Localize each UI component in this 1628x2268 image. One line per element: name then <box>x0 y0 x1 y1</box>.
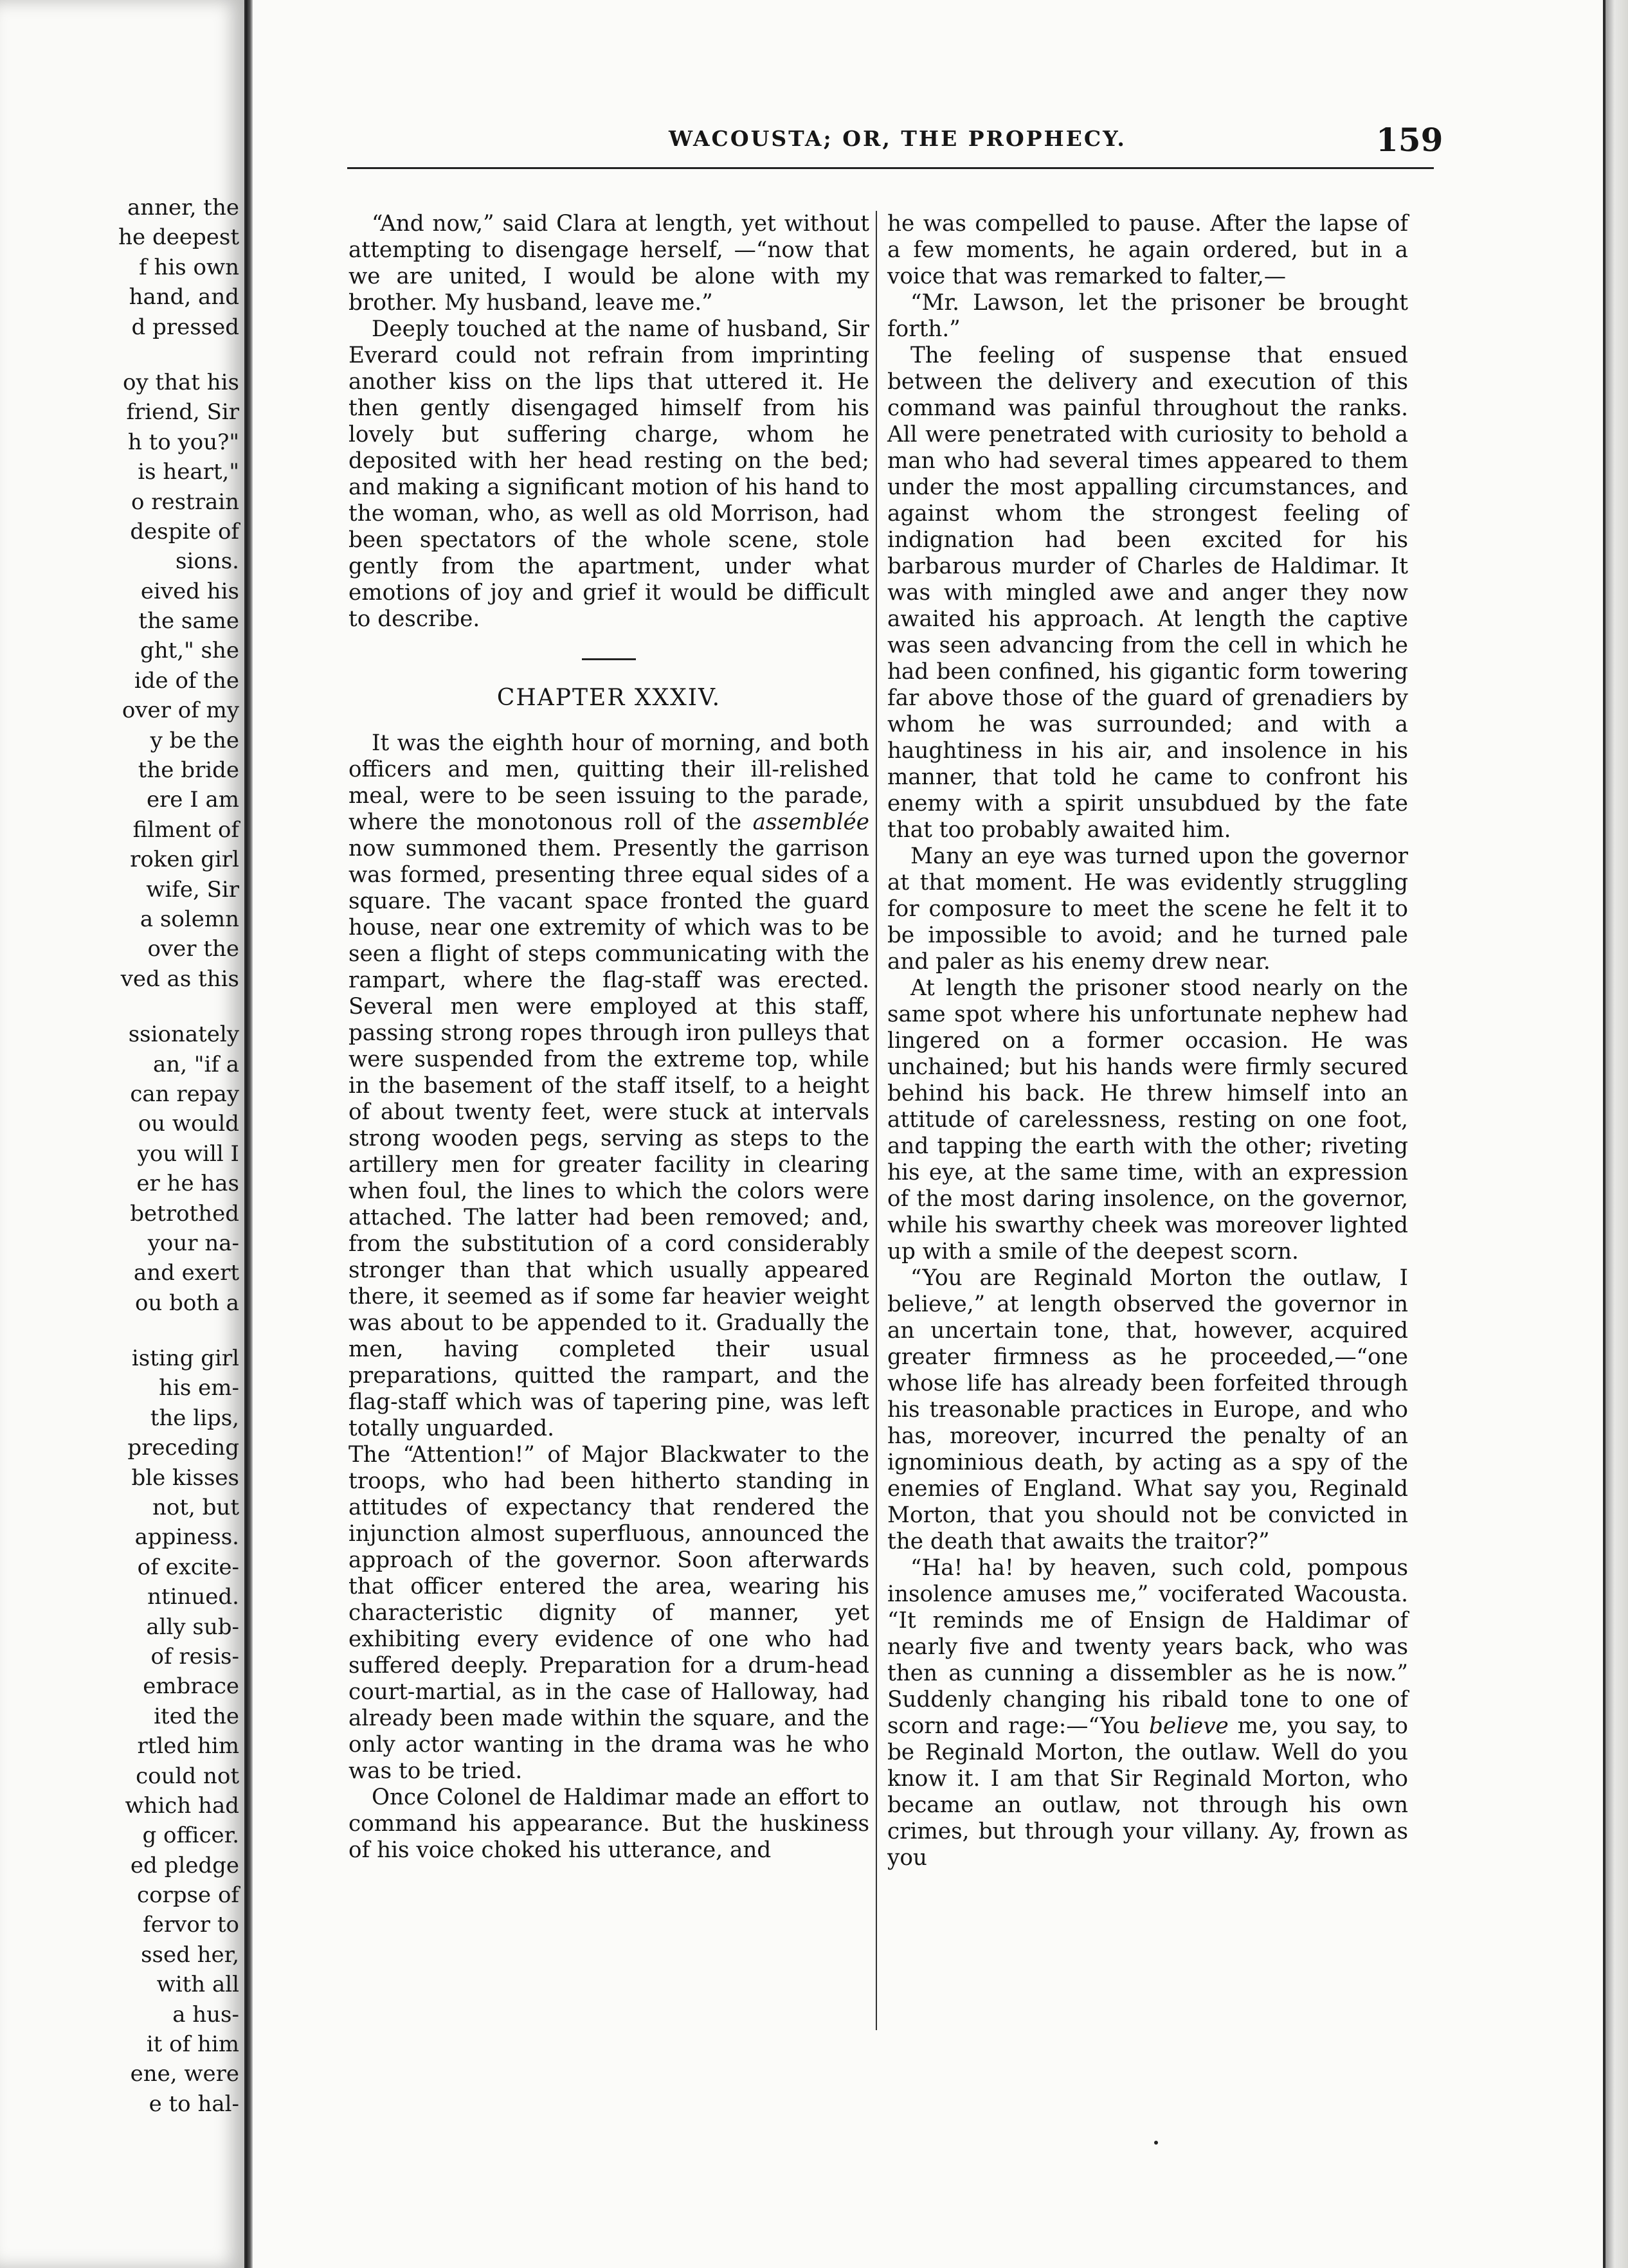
fragment-line: embrace <box>143 1673 239 1700</box>
fragment-line: ssionately <box>128 1022 239 1048</box>
paragraph: At length the prisoner stood nearly on the same spot where his unfortunate nephew had lingered on a former occasion. He was unchained; but his hands were firmly secured behind his back. He threw himself into an attitude of carelessness, resting on one foot, and tapping the earth with the other; riveting his eye, at the same time, with an expression of the most daring insolence, on the governor, while his swarthy cheek was moreover lighted up with a smile of the deepest scorn. <box>887 975 1408 1264</box>
fragment-line: h to you?" <box>127 429 239 455</box>
fragment-line: despite of <box>130 518 239 544</box>
fragment-line: preceding <box>127 1435 239 1461</box>
fragment-line: can repay <box>130 1081 239 1107</box>
paragraph: “And now,” said Clara at length, yet without attempting to disengage herself, —“now that we are united, I would be alone with my brother. My husband, leave me.” <box>348 211 869 316</box>
fragment-line: corpse of <box>137 1882 239 1909</box>
fragment-line: could not <box>136 1763 239 1789</box>
fragment-gap <box>0 342 239 368</box>
fragment-line: roken girl <box>130 847 239 873</box>
chapter-heading: CHAPTER XXXIV. <box>496 685 721 711</box>
fragment-line: ed pledge <box>130 1852 239 1878</box>
fragment-line: with all <box>156 1972 239 1998</box>
paragraph: he was compelled to pause. After the lapse of a few moments, he again ordered, but in a voice that was remarked to falter,— <box>887 211 1408 289</box>
fragment-line: anner, the <box>127 195 239 221</box>
paragraph: It was the eighth hour of morning, and both officers and men, quitting their ill-relished meal, were to be seen issuing to the parade, where the monotonous roll of the assemblée now summoned them. Presently the garrison was formed, presenting three equal sides of a square. The vacant space fronted the guard house, near one extremity of which was to be seen a flight of steps communicating with the rampart, where the flag-staff was erected. Several men were employed at this staff, passing strong ropes through iron pulleys that were suspended from the extreme top, while in the basement of the staff itself, to a height of about twenty feet, were stuck at intervals strong wooden pegs, serving as steps to the artillery men for greater facility in clearing when foul, the lines to which the colors were attached. The latter had been removed; and, from the substitution of a cord considerably stronger than that which usually appeared there, it seemed as if some far heavier weight was about to be appended to it. Gradually the men, having completed their usual preparations, quitted the rampart, and the flag-staff which was of tapering pine, was left totally unguarded. <box>348 730 869 1441</box>
page-speck <box>1154 2141 1158 2145</box>
fragment-line: a hus- <box>172 2001 239 2028</box>
paragraph: “You are Reginald Morton the outlaw, I believe,” at length observed the governor in an uncertain tone, that, however, acquired greater firmness as he proceeded,—“one whose life has already been forfeited through his treasonable practices in Europe, and who has, moreover, incurred the penalty of an ignominious death, by acting as a spy of the enemies of England. What say you, Reginald Morton, that you should not be convicted in the death that awaits the traitor?” <box>887 1265 1408 1554</box>
italic-word: assemblée <box>752 809 869 835</box>
fragment-line: betrothed <box>130 1200 239 1227</box>
column-divider <box>876 211 877 2030</box>
fragment-line: the same <box>138 608 239 634</box>
fragment-line: fervor to <box>143 1912 239 1938</box>
fragment-line: he deepest <box>118 224 239 251</box>
fragment-line: filment of <box>132 816 239 843</box>
fragment-line: of resis- <box>150 1643 239 1670</box>
paragraph: Deeply touched at the name of husband, Sir Everard could not refrain from imprinting another kiss on the lips that uttered it. He then gently disengaged himself from his lovely but suffering charge, whom he deposited with her head resting on the bed; and making a significant motion of his hand to the woman, who, as well as old Morrison, had been spectators of the whole scene, stole gently from the apartment, under what emotions of joy and grief it would be difficult to describe. <box>348 316 869 632</box>
fragment-line: hand, and <box>129 284 239 310</box>
fragment-line: and exert <box>133 1260 239 1286</box>
fragment-line: it of him <box>146 2031 239 2058</box>
fragment-line: over the <box>147 936 239 962</box>
paragraph: Many an eye was turned upon the governor at that moment. He was evidently struggling for composure to meet the scene he felt it to be impossible to avoid; and he turned pale and paler as his enemy drew near. <box>887 843 1408 975</box>
fragment-line: appiness. <box>134 1524 239 1551</box>
fragment-line: o restrain <box>131 489 239 515</box>
header-rule <box>347 167 1434 169</box>
fragment-line: ide of the <box>134 667 239 694</box>
fragment-line: wife, Sir <box>146 876 239 903</box>
fragment-line: not, but <box>152 1495 239 1521</box>
paragraph: The “Attention!” of Major Blackwater to the troops, who had been hitherto standing in attitudes of expectancy that rendered the injunction almost superfluous, announced the approach of the governor. Soon afterwards that officer entered the area, wearing his characteristic dignity of manner, yet exhibiting every evidence of one who had suffered deeply. Preparation for a drum-head court-martial, as in the case of Halloway, had already been made within the square, and the only actor wanting in the drama was he who was to be tried. <box>348 1442 869 1784</box>
fragment-line: the bride <box>138 757 239 784</box>
fragment-line: y be the <box>150 727 239 753</box>
fragment-gap <box>0 1318 239 1344</box>
fragment-line: of excite- <box>137 1554 239 1580</box>
fragment-line: g officer. <box>142 1823 239 1849</box>
fragment-line: over of my <box>122 698 239 724</box>
fragment-line: friend, Sir <box>126 399 239 426</box>
fragment-line: f his own <box>139 254 239 280</box>
book-gutter <box>246 0 253 2268</box>
text-column-right <box>887 211 1408 1871</box>
paragraph: Once Colonel de Haldimar made an effort to command his appearance. But the huskiness of his voice choked his utterance, and <box>348 1785 869 1863</box>
fragment-line: ene, were <box>130 2061 239 2087</box>
fragment-line: d pressed <box>131 314 239 340</box>
page-edge <box>1605 0 1628 2268</box>
paragraph: The feeling of suspense that ensued between the delivery and execution of this command was painful throughout the ranks. All were penetrated with curiosity to behold a man who had several times appeared to them under the most appalling circumstances, and against whom the strongest feeling of indignation had been excited for his barbarous murder of Charles de Haldimar. It was with mingled awe and anger they now awaited his approach. At length the captive was seen advancing from the cell in which he had been confined, his gigantic form towering far above those of the guard of grenadiers by whom he was surrounded; and with a haughtiness in his air, and insolence in his manner, that told he came to confront his enemy with a spirit unsubdued by the fate that too probably awaited him. <box>887 343 1408 843</box>
fragment-line: ble kisses <box>131 1464 239 1491</box>
fragment-line: isting girl <box>131 1346 239 1372</box>
fragment-line: ved as this <box>120 966 239 992</box>
fragment-line: your na- <box>147 1230 239 1256</box>
fragment-line: ally sub- <box>146 1614 239 1640</box>
fragment-line: his em- <box>159 1375 239 1401</box>
fragment-line: a solemn <box>140 906 239 932</box>
fragment-line: an, "if a <box>153 1051 239 1077</box>
fragment-line: the lips, <box>150 1405 239 1431</box>
fragment-line: e to hal- <box>149 2091 239 2117</box>
fragment-line: er he has <box>136 1171 239 1197</box>
fragment-line: which had <box>125 1792 239 1819</box>
fragment-line: ited the <box>154 1703 239 1729</box>
fragment-gap <box>0 994 239 1020</box>
page-number: 159 <box>1376 121 1443 159</box>
left-page-fragment <box>0 0 246 2268</box>
left-page-text-fragments <box>0 193 239 2119</box>
fragment-line: sions. <box>176 548 239 575</box>
paragraph: “Mr. Lawson, let the prisoner be brought forth.” <box>887 290 1408 342</box>
paragraph: “Ha! ha! by heaven, such cold, pompous insolence amuses me,” vociferated Wacousta. “It reminds me of Ensign de Haldimar of nearly five and twenty years back, who was then as cunning a dissembler as he is now.” Suddenly changing his ribald tone to one of scorn and rage:—“You believe me, you say, to be Reginald Morton, the outlaw. Well do you know it. I am that Sir Reginald Morton, who became an outlaw, not through his own crimes, but through your villany. Ay, frown as you <box>887 1555 1409 1871</box>
fragment-line: ou both a <box>134 1290 239 1316</box>
fragment-line: oy that his <box>122 369 239 395</box>
fragment-line: is heart," <box>138 459 239 485</box>
fragment-line: ere I am <box>146 787 239 813</box>
italic-word: believe <box>1149 1713 1229 1739</box>
running-title: WACOUSTA; OR, THE PROPHECY. <box>669 126 1126 151</box>
text-column-left <box>348 211 869 1864</box>
section-divider <box>582 658 636 660</box>
fragment-line: ght," she <box>140 638 239 664</box>
fragment-line: ou would <box>138 1111 239 1137</box>
fragment-line: rtled him <box>137 1733 239 1760</box>
fragment-line: you will I <box>137 1140 239 1167</box>
fragment-line: ntinued. <box>147 1584 239 1610</box>
fragment-line: ssed her, <box>141 1941 239 1968</box>
fragment-line: eived his <box>140 578 239 604</box>
